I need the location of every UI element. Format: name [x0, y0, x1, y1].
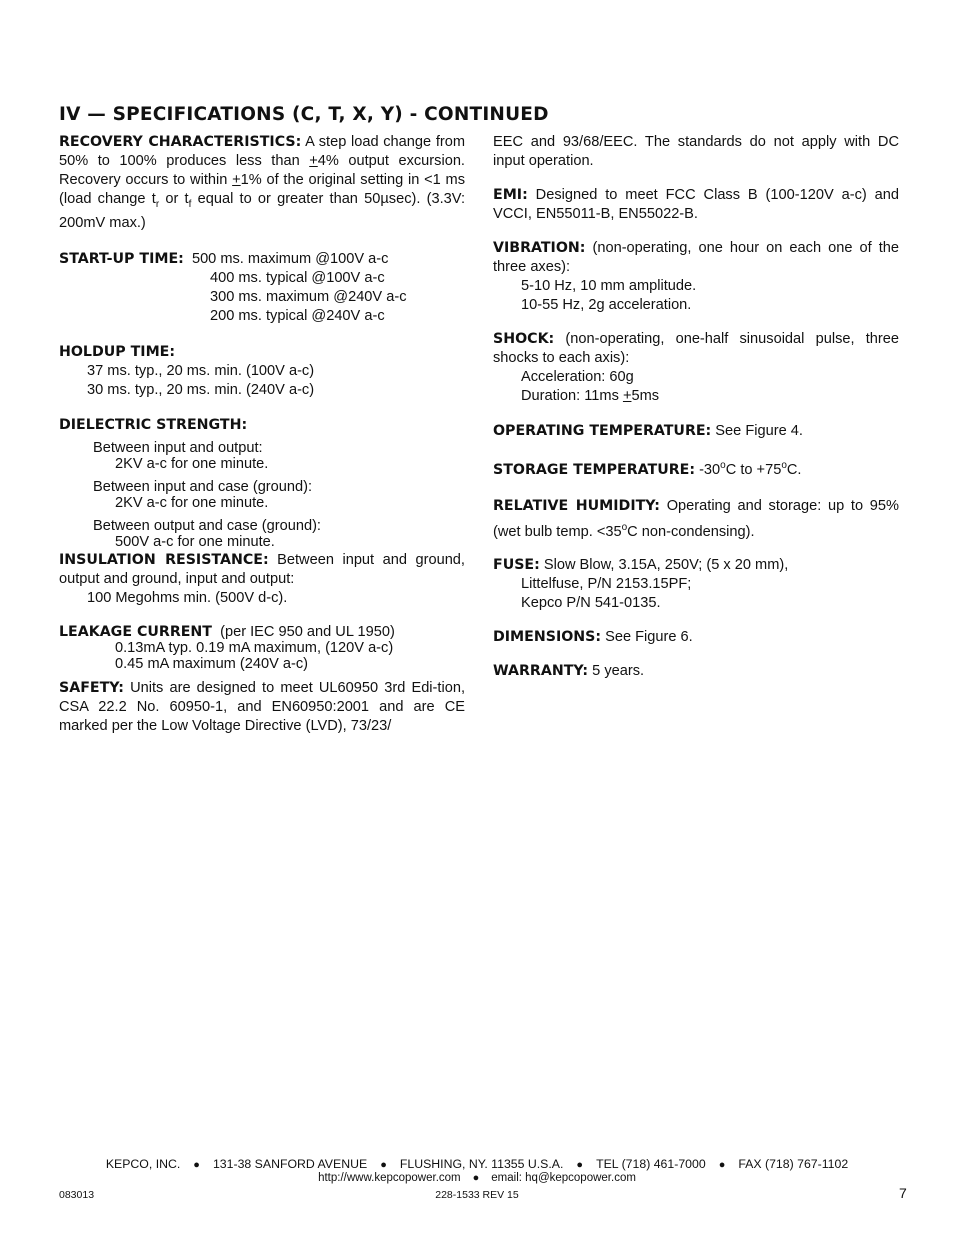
- dielectric-label: DIELECTRIC STRENGTH:: [59, 416, 248, 433]
- recovery-text: 1% of the original setting in <1 ms (load change t: [59, 172, 465, 207]
- shock-label: SHOCK:: [493, 331, 555, 347]
- storage-temperature-text: -30: [695, 461, 721, 478]
- storage-temperature-label: STORAGE TEMPERATURE:: [493, 461, 696, 478]
- right-column: [493, 133, 899, 681]
- emi-section: [493, 186, 899, 224]
- footer-web: [0, 1172, 954, 1184]
- subscript-f: f: [188, 198, 192, 210]
- insulation-label: INSULATION RESISTANCE:: [59, 551, 269, 568]
- holdup-line: 30 ms. typ., 20 ms. min. (240V a-c): [87, 381, 315, 398]
- recovery-characteristics-section: [59, 133, 465, 233]
- startup-line: 400 ms. typical @100V a-c: [210, 269, 385, 286]
- dielectric-group-head: Between input and case (ground):: [93, 478, 313, 495]
- bullet-icon: ●: [576, 1159, 584, 1171]
- warranty-text: 5 years.: [588, 662, 645, 679]
- vibration-label: VIBRATION:: [493, 240, 586, 256]
- leakage-line: 0.13mA typ. 0.19 mA maximum, (120V a-c): [115, 639, 394, 656]
- storage-temperature-text: C.: [786, 461, 802, 478]
- page-number: 7: [899, 1185, 907, 1201]
- recovery-text: 4% output excursion. Recovery occurs to within: [59, 153, 465, 188]
- safety-label: SAFETY:: [59, 679, 124, 696]
- page-title: IV — SPECIFICATIONS (C, T, X, Y) - CONTINUED: [59, 104, 549, 125]
- micro-symbol: µ: [380, 191, 389, 207]
- dimensions-text: See Figure 6.: [601, 628, 693, 645]
- dielectric-group-head: Between input and output:: [93, 439, 263, 456]
- footer-tel: TEL (718) 461-7000: [596, 1157, 706, 1171]
- vibration-line: 10-55 Hz, 2g acceleration.: [521, 297, 692, 313]
- insulation-resistance-section: [59, 551, 465, 608]
- warranty-section: [493, 662, 899, 681]
- recovery-text: equal to or greater than 50: [191, 191, 381, 207]
- safety-continued-section: EEC and 93/68/EEC. The standards do not apply with DC input operation.: [493, 134, 899, 169]
- storage-temperature-section: [493, 456, 899, 480]
- bullet-icon: ●: [472, 1172, 480, 1184]
- holdup-time-section: [59, 343, 465, 400]
- footer-company: KEPCO, INC.: [105, 1157, 181, 1171]
- emi-text: Designed to meet FCC Class B (100-120V a-c) and VCCI, EN55011-B, EN55022-B.: [493, 187, 899, 222]
- leakage-line: 0.45 mA maximum (240V a-c): [115, 655, 309, 672]
- safety-text: Units are designed to meet UL60950 3rd Edi-tion, CSA 22.2 No. 60950-1, and EN60950:2001 and are CE marked per the Low Voltage Directive (LVD), 73/23/: [59, 679, 465, 734]
- startup-time-section: [59, 250, 465, 326]
- holdup-line: 37 ms. typ., 20 ms. min. (100V a-c): [87, 362, 315, 379]
- startup-label: START-UP TIME:: [59, 250, 184, 267]
- document-part-number: 228-1533 REV 15: [435, 1189, 519, 1201]
- relative-humidity-section: [493, 495, 899, 543]
- recovery-text: or t: [159, 191, 189, 207]
- fuse-section: [493, 556, 899, 613]
- leakage-label: LEAKAGE CURRENT: [59, 623, 212, 640]
- dielectric-group-value: 2KV a-c for one minute.: [115, 455, 269, 472]
- shock-duration-text: Duration: 11ms: [521, 388, 623, 404]
- footer-email-link[interactable]: email: hq@kepcopower.com: [491, 1172, 636, 1184]
- fuse-line: Littelfuse, P/N 2153.15PF;: [521, 575, 692, 592]
- vibration-text: (non-operating, one hour on each one of the three axes):: [493, 240, 899, 275]
- humidity-text: Operating and storage: up to 95% (wet bulb temp. <35: [493, 497, 899, 540]
- safety-section: [59, 679, 465, 736]
- insulation-value: 100 Megohms min. (500V d-c).: [87, 589, 288, 606]
- bullet-icon: ●: [193, 1159, 200, 1171]
- plus-minus: +: [309, 153, 318, 169]
- dielectric-strength-section: [59, 417, 465, 550]
- document-date-code: 083013: [59, 1189, 95, 1201]
- vibration-section: [493, 239, 899, 315]
- degree-superscript: o: [720, 460, 726, 471]
- dimensions-section: [493, 628, 899, 647]
- storage-temperature-text: C to +75: [725, 461, 782, 478]
- warranty-label: WARRANTY:: [493, 662, 589, 679]
- fuse-label: FUSE:: [493, 556, 540, 573]
- recovery-label: RECOVERY CHARACTERISTICS:: [59, 134, 302, 150]
- leakage-current-section: [59, 624, 465, 672]
- fuse-line: Kepco P/N 541-0135.: [521, 594, 661, 611]
- footer-fax: FAX (718) 767-1102: [738, 1157, 849, 1171]
- degree-superscript: o: [621, 521, 628, 533]
- operating-temperature-section: [493, 422, 899, 441]
- subscript-r: r: [155, 198, 160, 210]
- startup-line: 300 ms. maximum @240V a-c: [210, 288, 407, 305]
- shock-section: [493, 330, 899, 406]
- bullet-icon: ●: [718, 1159, 726, 1171]
- shock-acceleration: Acceleration: 60g: [521, 369, 634, 385]
- leakage-note: (per IEC 950 and UL 1950): [220, 623, 395, 640]
- holdup-label: HOLDUP TIME:: [59, 343, 176, 360]
- bullet-icon: ●: [380, 1159, 387, 1171]
- shock-duration: [493, 387, 899, 406]
- plus-minus: +: [232, 172, 241, 188]
- shock-duration-text: 5ms: [631, 388, 660, 404]
- operating-temperature-text: See Figure 4.: [711, 423, 803, 439]
- startup-line: 200 ms. typical @240V a-c: [210, 307, 385, 324]
- recovery-text: sec). (3.3V: 200mV max.): [59, 191, 466, 231]
- dielectric-group-head: Between output and case (ground):: [93, 517, 321, 534]
- insulation-text: Between input and ground, output and ground, input and output:: [59, 551, 465, 587]
- left-column: [59, 133, 465, 736]
- humidity-label: RELATIVE HUMIDITY:: [493, 497, 660, 514]
- vibration-line: 5-10 Hz, 10 mm amplitude.: [521, 278, 697, 294]
- dielectric-group-value: 500V a-c for one minute.: [115, 533, 275, 550]
- footer-city: FLUSHING, NY. 11355 U.S.A.: [399, 1157, 564, 1171]
- fuse-text: Slow Blow, 3.15A, 250V; (5 x 20 mm),: [539, 556, 789, 573]
- plus-minus: +: [622, 388, 632, 404]
- recovery-text: A step load change from 50% to 100% produces less than: [59, 134, 466, 169]
- emi-label: EMI:: [493, 187, 528, 203]
- footer-street: 131-38 SANFORD AVENUE: [212, 1157, 368, 1171]
- operating-temperature-label: OPERATING TEMPERATURE:: [493, 423, 712, 439]
- degree-superscript: o: [781, 460, 787, 471]
- shock-text: (non-operating, one-half sinusoidal pulse, three shocks to each axis):: [493, 331, 899, 366]
- startup-line: 500 ms. maximum @100V a-c: [191, 250, 389, 267]
- dielectric-group-value: 2KV a-c for one minute.: [115, 494, 269, 511]
- humidity-text: C non-condensing).: [627, 523, 755, 540]
- footer-website-link[interactable]: http://www.kepcopower.com: [318, 1172, 461, 1184]
- dimensions-label: DIMENSIONS:: [493, 628, 602, 645]
- footer-address: [0, 1157, 954, 1171]
